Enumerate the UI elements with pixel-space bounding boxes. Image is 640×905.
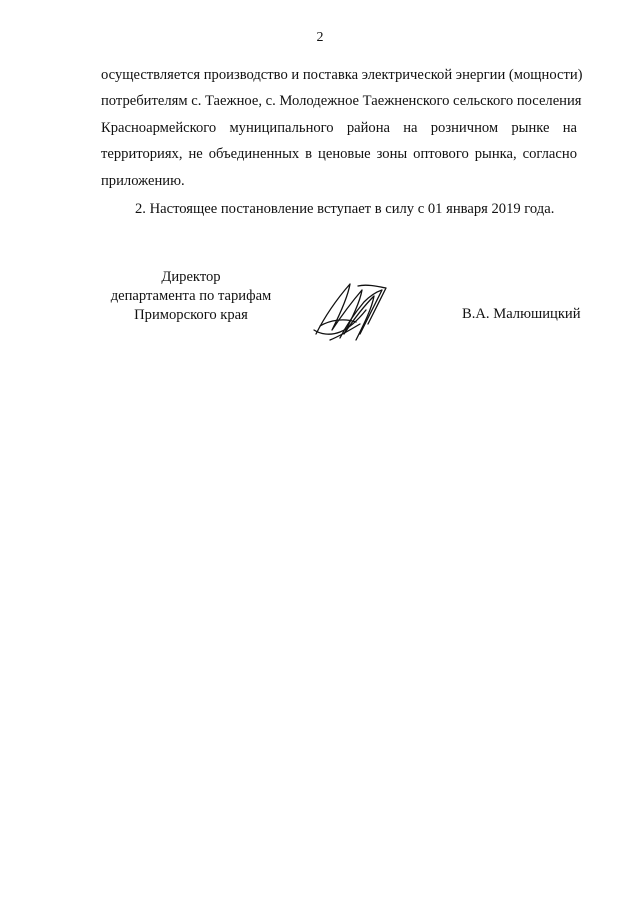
signatory-title — [96, 268, 286, 325]
signatory-department: департамента по тарифам — [110, 288, 272, 304]
page-number: 2 — [316, 30, 324, 45]
document-body — [101, 62, 583, 222]
signer-name: В.А. Малюшицкий — [462, 306, 581, 322]
signatory-position: Директор — [161, 269, 221, 285]
paragraph-line: приложению. — [101, 172, 185, 189]
handwritten-signature-icon — [310, 278, 394, 348]
paragraph-line: Красноармейского муниципального района на розничном рынке на — [101, 119, 577, 136]
effective-date-paragraph: 2. Настоящее постановление вступает в силу с 01 января 2019 года. — [135, 200, 555, 217]
paragraph-line: территориях, не объединенных в ценовые зоны оптового рынка, согласно — [101, 146, 577, 163]
paragraph-line: осуществляется производство и поставка электрической энергии (мощности) — [101, 67, 583, 83]
paragraph-line: потребителям с. Таежное, с. Молодежное Таежненского сельского поселения — [101, 93, 582, 110]
signatory-region: Приморского края — [134, 307, 248, 323]
